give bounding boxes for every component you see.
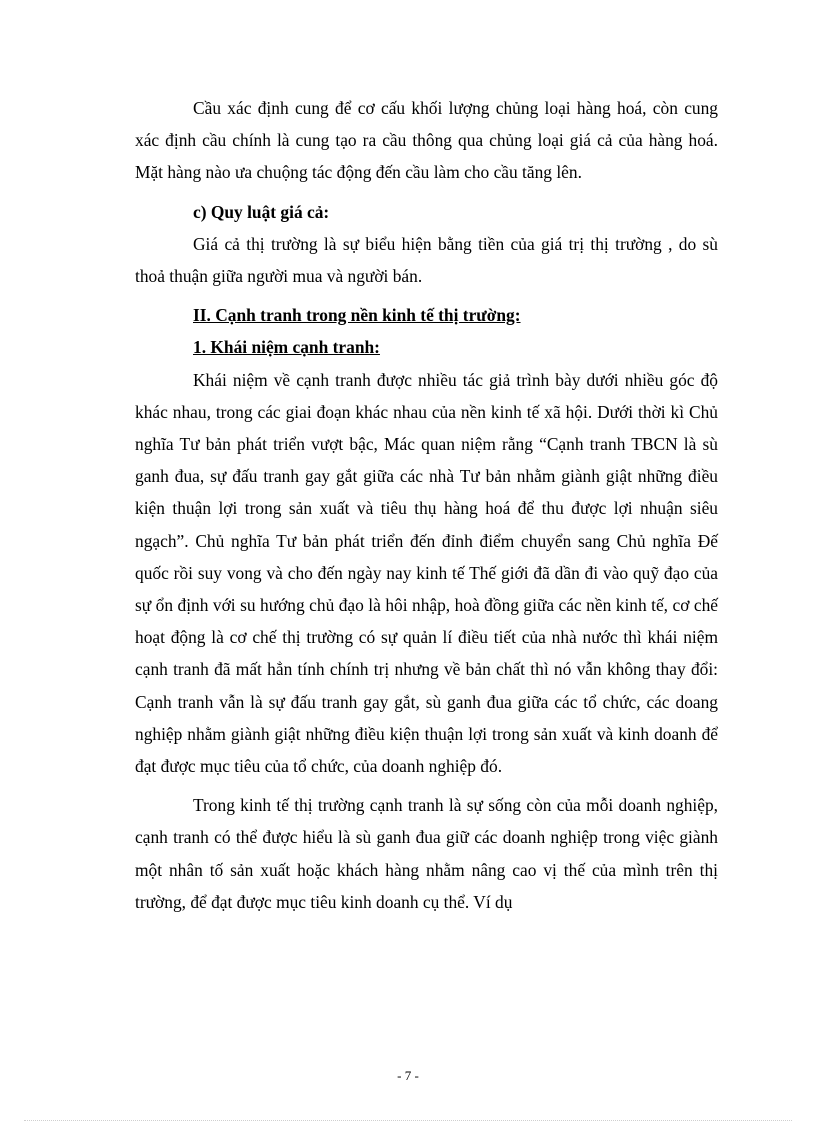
paragraph-competition-market: Trong kinh tế thị trường cạnh tranh là sự sống còn của mỗi doanh nghiệp, cạnh tranh có thể được hiểu là sù ganh đua giữ các doanh nghiệp trong việc giành một nhân tố sản xuất hoặc khách hàng nhằm nâng cao vị thế của mình trên thị trường, để đạt được mục tiêu kinh doanh cụ thể. Ví dụ [135, 795, 718, 912]
heading-price-law: c) Quy luật giá cả: [193, 201, 330, 222]
document-body [135, 92, 718, 918]
page-edge-divider [24, 1120, 792, 1121]
paragraph-supply-demand: Cầu xác định cung để cơ cấu khối lượng chủng loại hàng hoá, còn cung xác định cầu chính là cung tạo ra cầu thông qua chủng loại giá cả của hàng hoá. Mặt hàng nào ưa chuộng tác động đến cầu làm cho cầu tăng lên. [135, 98, 718, 183]
page-number: - 7 - [397, 1068, 419, 1083]
paragraph-competition-definition: Khái niệm về cạnh tranh được nhiều tác giả trình bày dưới nhiều góc độ khác nhau, trong các giai đoạn khác nhau của nền kinh tế xã hội. Dưới thời kì Chủ nghĩa Tư bản phát triển vượt bậc, Mác quan niệm rằng “Cạnh tranh TBCN là sù ganh đua, sự đấu tranh gay gắt giữa các nhà Tư bản nhằm giành giật những điều kiện thuận lợi trong sản xuất và tiêu thụ hàng hoá để thu được lợi nhuận siêu ngạch”. Chủ nghĩa Tư bản phát triển đến đỉnh điểm chuyển sang Chủ nghĩa Đế quốc rồi suy vong và cho đến ngày nay kinh tế Thế giới đã dần đi vào quỹ đạo của sự ổn định với su hướng chủ đạo là hôi nhập, hoà đồng giữa các nền kinh tế, cơ chế hoạt động là cơ chế thị trường có sự quản lí điều tiết của nhà nước thì khái niệm cạnh tranh đã mất hẳn tính chính trị nhưng về bản chất thì nó vẫn không thay đổi: Cạnh tranh vẫn là sự đấu tranh gay gắt, sù ganh đua giữa các tổ chức, các doang nghiệp nhằm giành giật những điều kiện thuận lợi trong sản xuất và kinh doanh để đạt được mục tiêu của tổ chức, của doanh nghiệp đó. [135, 369, 718, 777]
heading-section-competition: II. Cạnh tranh trong nền kinh tế thị trường: [193, 305, 521, 326]
paragraph-market-price: Giá cả thị trường là sự biểu hiện bằng tiền của giá trị thị trường , do sù thoả thuận giữa người mua và người bán. [135, 233, 718, 287]
heading-competition-concept: 1. Khái niệm cạnh tranh: [193, 337, 380, 358]
